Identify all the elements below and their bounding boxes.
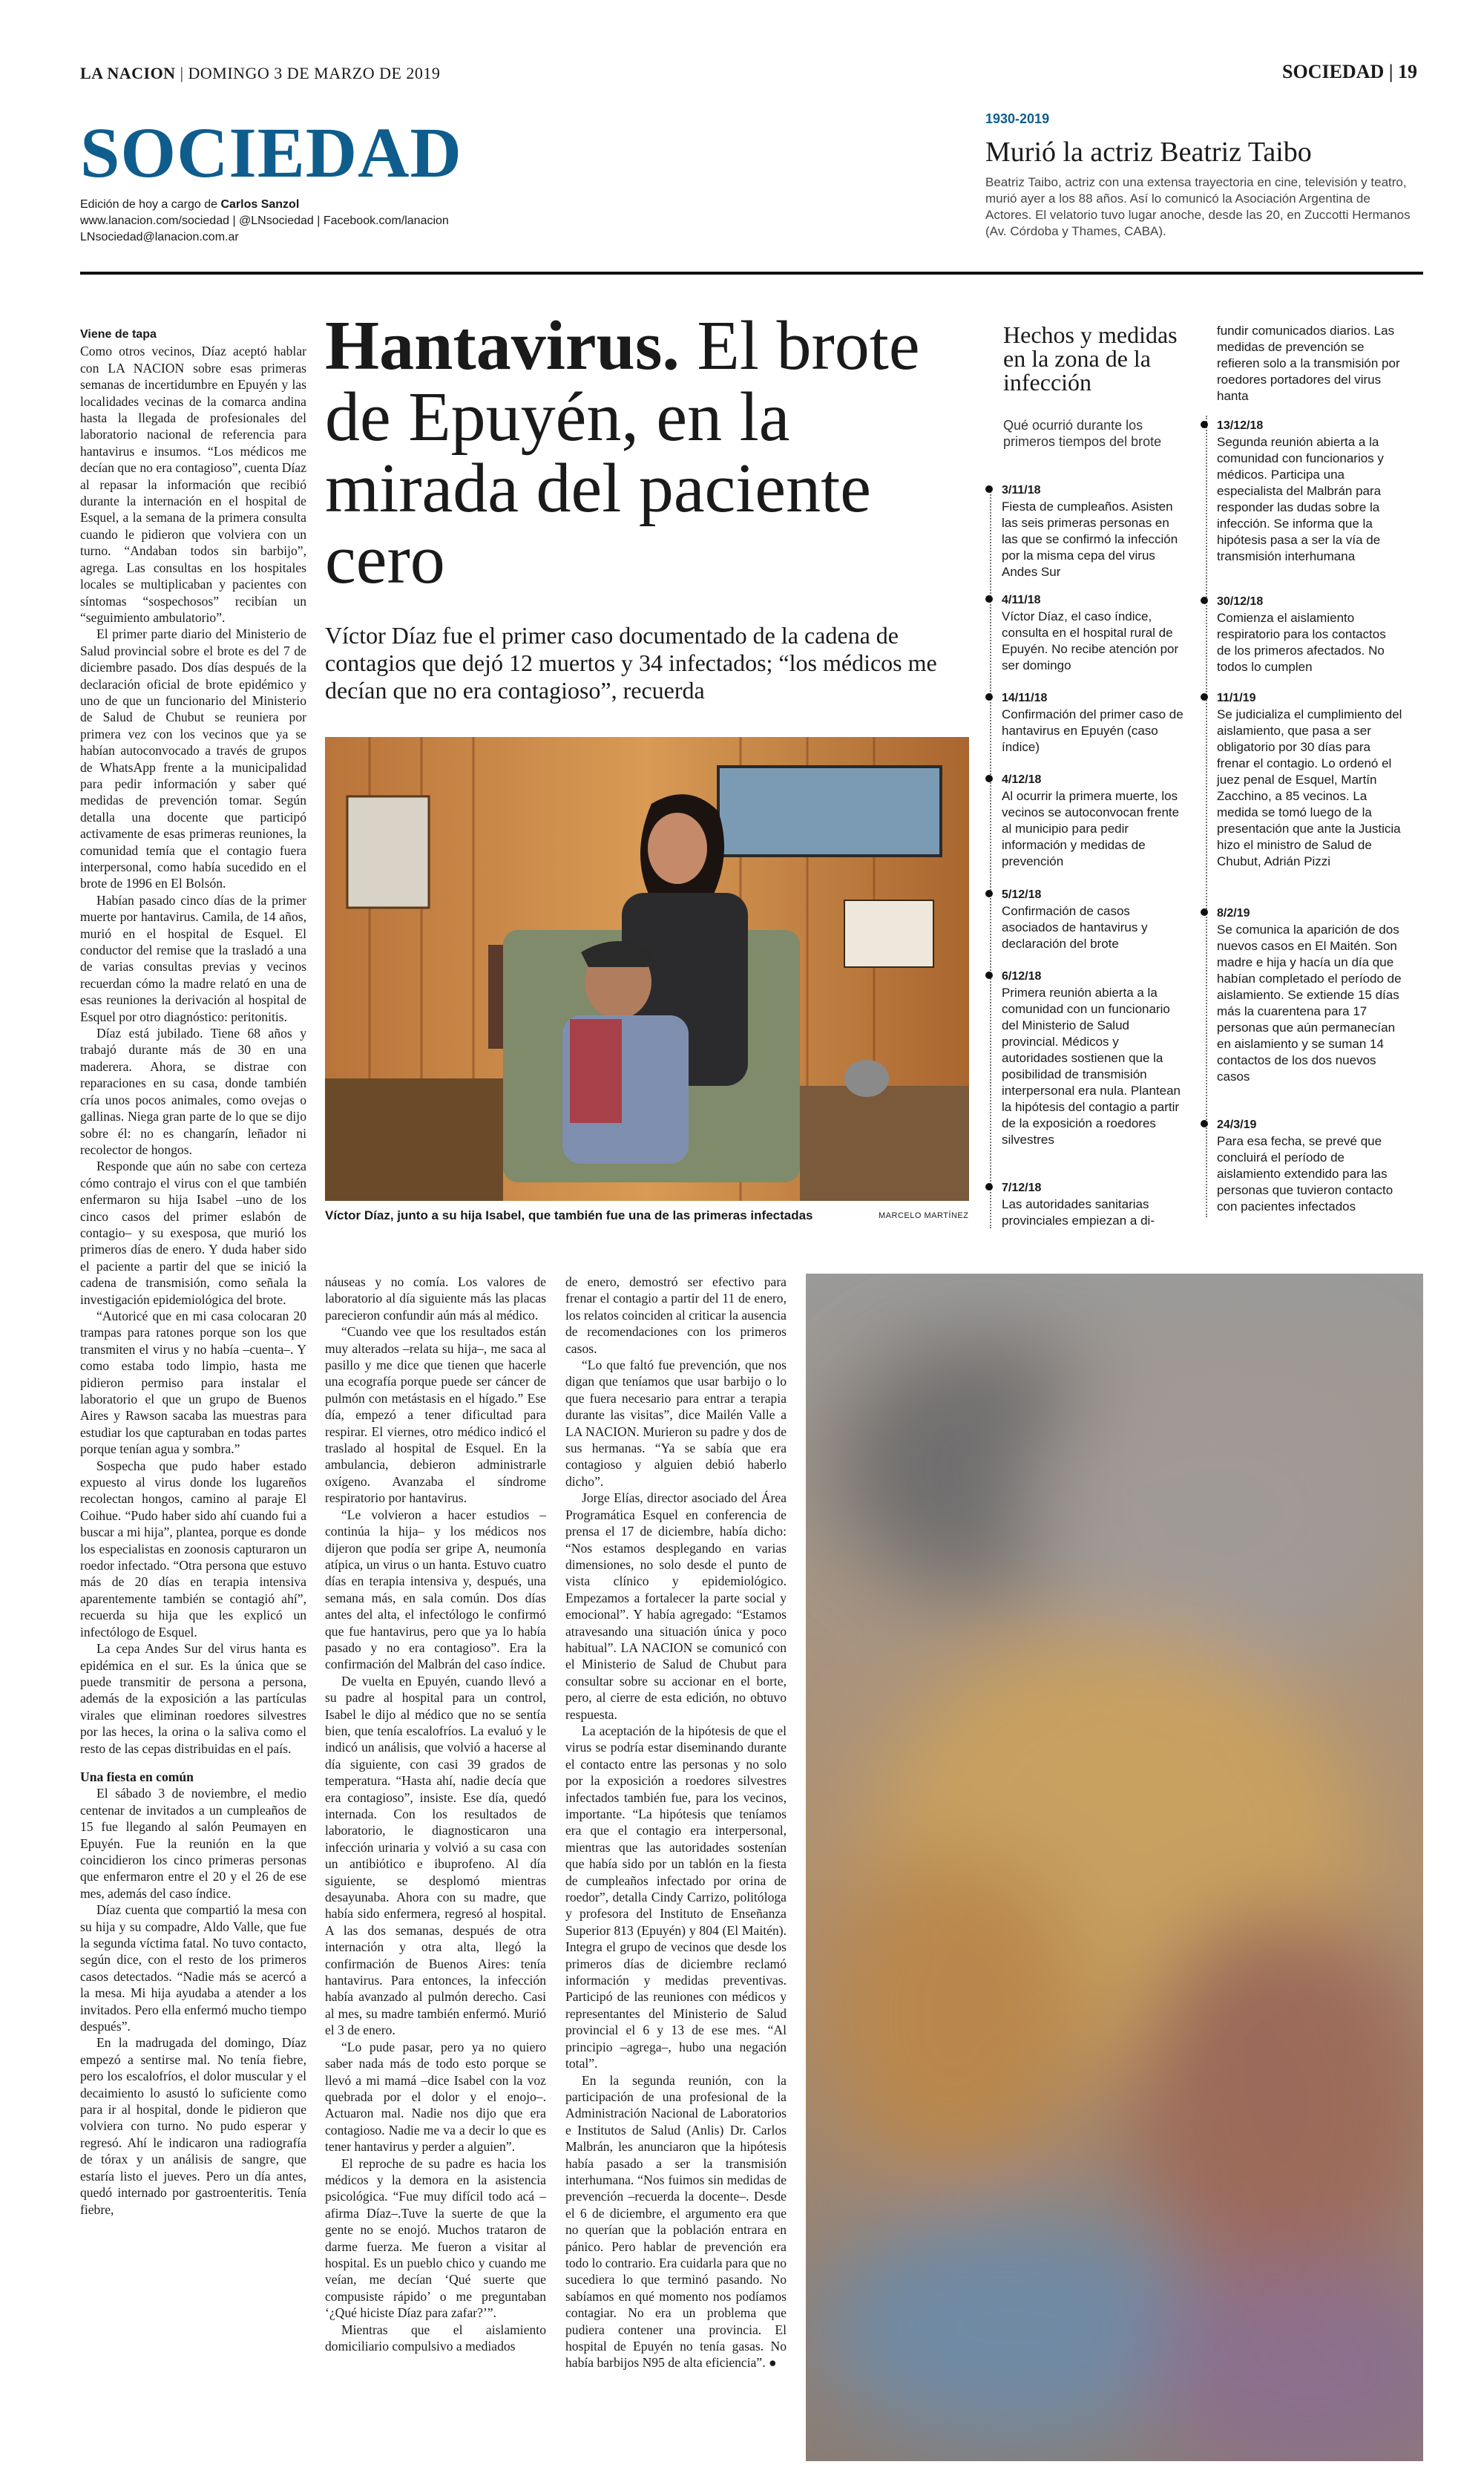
timeline-date: 11/1/19 — [1217, 692, 1256, 704]
timeline-dot — [985, 485, 993, 493]
timeline-entry — [1217, 690, 1402, 870]
subhead: Una fiesta en común — [80, 1769, 194, 1784]
timeline-entry — [1217, 418, 1402, 565]
timeline-dot — [985, 775, 993, 782]
timeline-date: 6/12/18 — [1002, 970, 1042, 983]
timeline-dot — [1201, 1120, 1208, 1127]
photo-caption: Víctor Díaz, junto a su hija Isabel, que también fue una de las primeras infectadas — [325, 1208, 813, 1222]
timeline-title: Hechos y medidas en la zona de la infección — [1003, 321, 1178, 396]
header-rule — [80, 272, 1423, 275]
timeline-date: 8/2/19 — [1217, 907, 1250, 920]
timeline-column-a — [1002, 482, 1187, 1232]
headline — [325, 307, 978, 598]
paragraph: El reproche de su padre es hacia los médicos y la demora en la asistencia psicológica. “Fue muy difícil todo acá –afirma Díaz–.Tuve la suerte de que la gente no se enojó. Muchos trataron de darme fuerza. Me fueron a visitar al hospital. Es un pueblo chico y cuando me veían, me decían ‘Qué suerte que compusiste rápido’ o me preguntaban ‘¿Qué hiciste Díaz para zafar?’”. — [325, 2155, 546, 2321]
paragraph: “Autoricé que en mi casa colocaran 20 trampas para ratones porque son los que transmiten el virus y no había –cuenta–. Y como estaba todo limpio, hasta me pidieron permiso para instalar el laboratorio el que un grupo de Buenos Aires y Rawson sacaba las muestras para estudiar los que capturaban en todas partes porque tenían agua y sombra.” — [80, 1308, 306, 1457]
edition-editor-line — [80, 197, 449, 213]
timeline-entry — [1217, 594, 1402, 675]
paragraph: “Lo que faltó fue prevención, que nos digan que teníamos que usar barbijo o lo que fuera necesario para entrar a terapia durante las visitas”, dice Mailén Valle a LA NACION. Murieron su padre y dos de sus hermanas. “Ya se sabía que era contagioso y alguien debió haberlo dicho”. — [565, 1357, 787, 1489]
paragraph: náuseas y no comía. Los valores de laboratorio al día siguiente más las placas parecieron confundir aún más al médico. — [325, 1274, 546, 1323]
obituary-body: Beatriz Taibo, actriz con una extensa trayectoria en cine, televisión y teatro, murió ayer a los 88 años. Así lo comunicó la Asociación Argentina de Actores. El velatorio tuvo lugar anoche, desde las 20, en Zuccotti Hermanos (Av. Córdoba y Thames, CABA). — [985, 175, 1411, 238]
article-column-1 — [80, 327, 306, 2218]
timeline-entry — [1002, 772, 1187, 870]
timeline-dot — [985, 972, 993, 979]
deck: Víctor Díaz fue el primer caso documentado de la cadena de contagios que dejó 12 muertos y 34 infectados; “los médicos me decían que no era contagioso”, recuerda — [325, 622, 937, 704]
edition-prefix: Edición de hoy a cargo de — [80, 198, 221, 211]
obituary-title: Murió la actriz Beatriz Taibo — [985, 137, 1312, 168]
timeline-dot — [1201, 693, 1208, 701]
timeline-dot — [1201, 597, 1208, 604]
timeline-text: Se judicializa el cumplimiento del aislamiento, que pasa a ser obligatorio por 30 días para frenar el contagio. Lo ordenó el juez penal de Esquel, Martín Zacchino, a 85 vecinos. La medida se tomó luego de la presentación que ante la Justicia hizo el ministro de Salud de Chubut, Adrián Pizzi — [1217, 707, 1402, 868]
timeline-text: Confirmación de casos asociados de hantavirus y declaración del brote — [1002, 904, 1148, 951]
timeline-column-b — [1217, 323, 1402, 1221]
timeline-text: fundir comunicados diarios. Las medidas de prevención se refieren solo a la transmisión por roedores portadores del virus hanta — [1217, 324, 1400, 403]
photo-illustration — [325, 737, 969, 1201]
timeline-entry — [1217, 905, 1402, 1085]
timeline-entry — [1217, 323, 1402, 405]
timeline-dot — [985, 1183, 993, 1190]
timeline-entry — [1002, 887, 1187, 952]
timeline-date: 4/11/18 — [1002, 594, 1041, 606]
headline-bold: Hantavirus. — [325, 307, 680, 384]
headline-rest: El brote de Epuyén, en la mirada del paciente cero — [325, 307, 920, 598]
edition-email: LNsociedad@lanacion.com.ar — [80, 231, 239, 243]
timeline-entry — [1217, 1117, 1402, 1215]
timeline-text: Al ocurrir la primera muerte, los vecinos se autoconvocan frente al municipio para pedir información y medidas de prevención — [1002, 789, 1180, 868]
paragraph: La cepa Andes Sur del virus hanta es epidémica en el sur. Es la única que se puede transmitir de persona a persona, además de la exposición a las partículas virales que eliminan roedores silvestres por las heces, la orina o la saliva como el resto de las cepas distribuidas en el país. — [80, 1641, 306, 1756]
section-title: SOCIEDAD — [80, 113, 462, 192]
timeline-text: Comienza el aislamiento respiratorio para los contactos de los primeros afectados. No todos lo cumplen — [1217, 611, 1386, 674]
paragraph: Como otros vecinos, Díaz aceptó hablar con LA NACION sobre esas primeras semanas de incertidumbre en Epuyén y las localidades vecinas de la comarca andina hasta la llegada de profesionales del laboratorio nacional de referencia para hantavirus e insumos. “Los médicos me decían que no era contagioso”, cuenta Díaz al repasar la información que recibió durante la internación en el hospital de Esquel, a la semana de la primera consulta cuando le pidieron que volviera con un turno. “Andaban todos sin barbijo”, agrega. Las consultas en los hospitales locales se multiplicaban y pacientes con síntomas “sospechosos” recibían un “seguimiento ambulatorio”. — [80, 344, 306, 625]
timeline-text: Primera reunión abierta a la comunidad con un funcionario del Ministerio de Salud provincial. Médicos y autoridades sostienen que la posibilidad de transmisión interpersonal era nula. Plantean la hipótesis del contagio a partir de la exposición a roedores silvestres — [1002, 986, 1181, 1147]
section-name: SOCIEDAD — [1282, 61, 1385, 82]
timeline-date: 14/11/18 — [1002, 692, 1048, 704]
timeline-dot — [985, 693, 993, 701]
timeline-text: Para esa fecha, se prevé que concluirá el período de aislamiento extendido para las personas que tuvieron contacto con pacientes infectados — [1217, 1134, 1393, 1214]
paragraph: En la segunda reunión, con la participación de una profesional de la Administración Nacional de Laboratorios e Institutos de Salud (Anlis) Dr. Carlos Malbrán, les anunciaron que la hipótesis había pasado a ser la transmisión interhumana. “Nos fuimos sin medidas de prevención –recuerda la docente–. Desde el 6 de diciembre, el argumento era que no querían que la población entrara en pánico. Pero hablar de prevención era todo lo contrario. Era cuidarla para que no sucediera lo que terminó pasando. No sabíamos en qué momento nos podíamos contagiar. No era un problema que pudiera contener una provincia. El hospital de Epuyén no tenía gasas. No había barbijos N95 de alta eficiencia”. ● — [565, 2072, 787, 2371]
paragraph: Díaz está jubilado. Tiene 68 años y trabajó durante más de 30 en una maderera. Ahora, se distrae con reparaciones en su casa, donde también cría unos pocos animales, como ovejas o gallinas. Niega gran parte de lo que se dijo sobre él: no es changarín, leñador ni recolector de hongos. — [80, 1026, 306, 1157]
timeline-date: 3/11/18 — [1002, 484, 1041, 497]
photo-credit: MARCELO MARTÍNEZ — [879, 1211, 969, 1220]
page-number: 19 — [1398, 61, 1417, 82]
timeline-date: 24/3/19 — [1217, 1119, 1257, 1131]
editor-name: Carlos Sanzol — [220, 198, 300, 211]
paragraph: “Cuando vee que los resultados están muy alterados –relata su hija–, me saca al pasillo y me dice que tienen que hacerle una ecografía porque puede ser cáncer de pulmón con metástasis en el hígado.” Ese día, empezó a tener dificultad para respirar. El viernes, otro médico indicó el traslado al hospital de Esquel. En la ambulancia, debieron administrarle oxígeno. Avanzaba el síndrome respiratorio por hantavirus. — [325, 1324, 546, 1506]
paragraph: Mientras que el aislamiento domiciliario compulsivo a mediados — [325, 2322, 546, 2354]
timeline-text: Víctor Díaz, el caso índice, consulta en el hospital rural de Epuyén. No recibe atención por ser domingo — [1002, 609, 1179, 672]
edition-links: www.lanacion.com/sociedad | @LNsociedad | Facebook.com/lanacion — [80, 214, 449, 227]
timeline-line — [1206, 416, 1207, 1217]
paragraph: “Le volvieron a hacer estudios –continúa la hija– y los médicos nos dijeron que podía ser gripe A, neumonía atípica, un virus o un hanta. Estuvo cuatro días en terapia intensiva y, después, una semana más, en sala común. Dos días antes del alta, el infectólogo le confirmó que fue hantavirus, pero que ya lo había pasado y no era contagioso”. Era la confirmación del Malbrán del caso índice. — [325, 1507, 546, 1672]
timeline-text: Confirmación del primer caso de hantavirus en Epuyén (caso índice) — [1002, 707, 1183, 754]
timeline-entry — [1002, 690, 1187, 756]
timeline-text: Fiesta de cumpleaños. Asisten las seis primeras personas en las que se confirmó la infección por la misma cepa del virus Andes Sur — [1002, 500, 1178, 579]
timeline-text: Segunda reunión abierta a la comunidad con funcionarios y médicos. Participa una especialista del Malbrán para responder las dudas sobre la infección. Se informa que la hipótesis pasa a ser la vía de transmisión interhumana — [1217, 435, 1384, 563]
timeline-entry — [1002, 969, 1187, 1148]
timeline-entry — [1002, 1180, 1187, 1229]
issue-date: DOMINGO 3 DE MARZO DE 2019 — [188, 64, 441, 82]
timeline-date: 13/12/18 — [1217, 419, 1264, 432]
timeline-entry — [1002, 592, 1187, 674]
paragraph: En la madrugada del domingo, Díaz empezó a sentirse mal. No tenía fiebre, pero los escalofríos, el dolor muscular y el decaimiento lo asustó lo suficiente como para ir al hospital, donde le pidieron que volviera con turno. No pudo esperar y regresó. Ahí le indicaron una radiografía de tórax y un análisis de sangre, que estaría listo el jueves. Pero un día antes, quedó internado por gastroenteritis. Tenía fiebre, — [80, 2035, 306, 2217]
timeline-entry — [1002, 482, 1187, 580]
paragraph: Jorge Elías, director asociado del Área Programática Esquel en conferencia de prensa el 17 de diciembre, había dicho: “Nos estamos desplegando en varias dimensiones, no solo desde el punto de vista clínico y epidemiológico. Empezamos a fortalecer la parte social y emocional”. Y había agregado: “Estamos atravesando una situación única y poco habitual”. LA NACION se comunicó con el Ministerio de Salud de Chubut para consultar sobre su accionar en el borte, pero, al cierre de esta edición, no obtuvo respuesta. — [565, 1490, 787, 1722]
obituary-dates: 1930-2019 — [985, 111, 1050, 126]
timeline-dot — [985, 595, 993, 603]
edition-info — [80, 197, 449, 246]
article-column-3 — [565, 1274, 787, 2371]
newspaper-name: LA NACION — [80, 64, 176, 82]
paragraph: “Lo pude pasar, pero ya no quiero saber nada más de todo esto porque se llevó a mi mamá –dice Isabel con la voz quebrada por el dolor y el enojo–. Actuaron mal. Nadie nos dijo que era contagioso. Nadie me va a decir lo que es tener hantavirus y perder a alguien”. — [325, 2039, 546, 2155]
paragraph: Responde que aún no sabe con certeza cómo contrajo el virus con el que también enfermaron su hija Isabel –uno de los cinco casos del primer eslabón de contagio– y su exesposa, que murió los primeros días de enero. Y duda haber sido el paciente a partir del que se inició la cadena de transmisión, como señala la investigación epidemiológica del brote. — [80, 1159, 306, 1307]
paragraph: El sábado 3 de noviembre, el medio centenar de invitados a un cumpleaños de 15 fue llegando al salón Peumayen en Epuyén. Fue la reunión en la que coincidieron los cinco primeras personas que enfermaron entre el 20 y el 26 de ese mes, además del caso índice. — [80, 1786, 306, 1901]
paragraph: Habían pasado cinco días de la primer muerte por hantavirus. Camila, de 14 años, murió en el hospital de Esquel. El conductor del remise que la trasladó a una de varias consultas previas y vecinos recuerdan cómo la madre relató en una de esas reuniones la derivación al hospital de Esquel por otro diagnóstico: peritonitis. — [80, 892, 306, 1024]
article-column-2 — [325, 1274, 546, 2354]
paragraph: El primer parte diario del Ministerio de Salud provincial sobre el brote es del 7 de diciembre pasado. Dos días después de la declaración oficial de brote epidémico y uno de que un funcionario del Ministerio de Salud de Chubut se reuniera por primera vez con los vecinos que ya se habían autoconvocado a través de grupos de WhatsApp frente a la municipalidad para pedir información y saber qué medidas de prevención tomar. Según detalla una docente que participó activamente de esas primeras reuniones, la comunidad temía que el contagio fuera interpersonal, como había sucedido en el brote de 1996 en El Bolsón. — [80, 626, 306, 891]
kicker: Viene de tapa — [80, 328, 157, 341]
paragraph: La aceptación de la hipótesis de que el virus se podría estar diseminando durante el contacto entre las personas y no solo por la exposición a roedores silvestres infectados también fue, para los vecinos, importante. “La hipótesis que teníamos era que el contagio era interpersonal, mientras que las autoridades sostenían que había sido por un tablón en la fiesta de cumpleaños infectado por orina de roedor”, detalla Cindy Carrizo, politóloga y profesora del Instituto de Enseñanza Superior 813 (Epuyén) y 804 (El Maitén). Integra el grupo de vecinos que desde los primeros días de diciembre reclamó información y medidas preventivas. Participó de las reuniones con médicos y representantes del Ministerio de Salud provincial el 6 y 13 de ese mes. “Al principio –agrega–, hubo una negación total”. — [565, 1723, 787, 2071]
paragraph: de enero, demostró ser efectivo para frenar el contagio a partir del 11 de enero, los relatos coinciden al criticar la ausencia de recomendaciones con los primeros casos. — [565, 1274, 787, 1356]
timeline-dot — [985, 890, 993, 897]
timeline-subtitle: Qué ocurrió durante los primeros tiempos del brote — [1003, 418, 1162, 449]
blurred-image — [806, 1274, 1423, 2461]
masthead-separator: | — [180, 64, 188, 82]
paragraph: Sospecha que pudo haber estado expuesto al virus donde los lugareños recolectan hongos, camino al paraje El Coihue. “Pudo haber sido ahí cuando fui a buscar a mi hija”, plantea, porque es donde los especialistas en zoonosis capturaron un roedor infectado. “Otra persona que estuvo más de 20 días en terapia intensiva aparentemente también se contagió ahí”, recuerda su hija que les explicó un infectólogo de Esquel. — [80, 1458, 306, 1640]
timeline-text: Se comunica la aparición de dos nuevos casos en El Maitén. Son madre e hija y hacía un día que habían completado el período de aislamiento. Se extiende 15 días más la cuarentena para 17 personas que aún permanecían en aislamiento y se suman 14 contactos de los dos nuevos casos — [1217, 923, 1402, 1084]
timeline-date: 30/12/18 — [1217, 595, 1264, 608]
paragraph: Díaz cuenta que compartió la mesa con su hija y su compadre, Aldo Valle, que fue la segunda víctima fatal. No tuvo contacto, según dice, con el resto de los primeros casos detectados. “Nadie más se acercó a la mesa. Mi hija ayudaba a atender a los invitados. Pero ella enfermó mucho tiempo después”. — [80, 1902, 306, 2034]
timeline-date: 5/12/18 — [1002, 888, 1042, 901]
blurred-advertisement — [806, 1274, 1423, 2461]
timeline-date: 4/12/18 — [1002, 773, 1042, 786]
timeline-text: Las autoridades sanitarias provinciales empiezan a di- — [1002, 1197, 1155, 1228]
masthead-separator: | — [1388, 61, 1398, 82]
paragraph: De vuelta en Epuyén, cuando llevó a su padre al hospital para un control, Isabel le dijo al médico que no se sentía bien, que tenía escalofríos. La evaluó y le indicó un análisis, que volvió a hacerse al día siguiente, con casi 39 grados de temperatura. “Hasta ahí, nadie decía que era contagioso”, insiste. Ese día, quedó internada. Con los resultados de laboratorio, le diagnosticaron una infección urinaria y volvió a su casa con un antibiótico e ibuprofeno. Al día siguiente, se desplomó mientras desayunaba. Ahora con su madre, que había sido enfermera, regresó al hospital. A las dos semanas, después de otra internación y otra alta, llegó la confirmación de Buenos Aires: tenía hantavirus. Para entonces, la infección había avanzado al pulmón derecho. Casi al mes, su madre también enfermó. Murió el 3 de enero. — [325, 1673, 546, 2038]
masthead-left — [80, 64, 440, 83]
timeline-dot — [1201, 421, 1208, 428]
masthead-right — [1282, 61, 1417, 83]
article-photo — [325, 737, 969, 1201]
timeline-date: 7/12/18 — [1002, 1182, 1042, 1194]
timeline-dot — [1201, 908, 1208, 916]
